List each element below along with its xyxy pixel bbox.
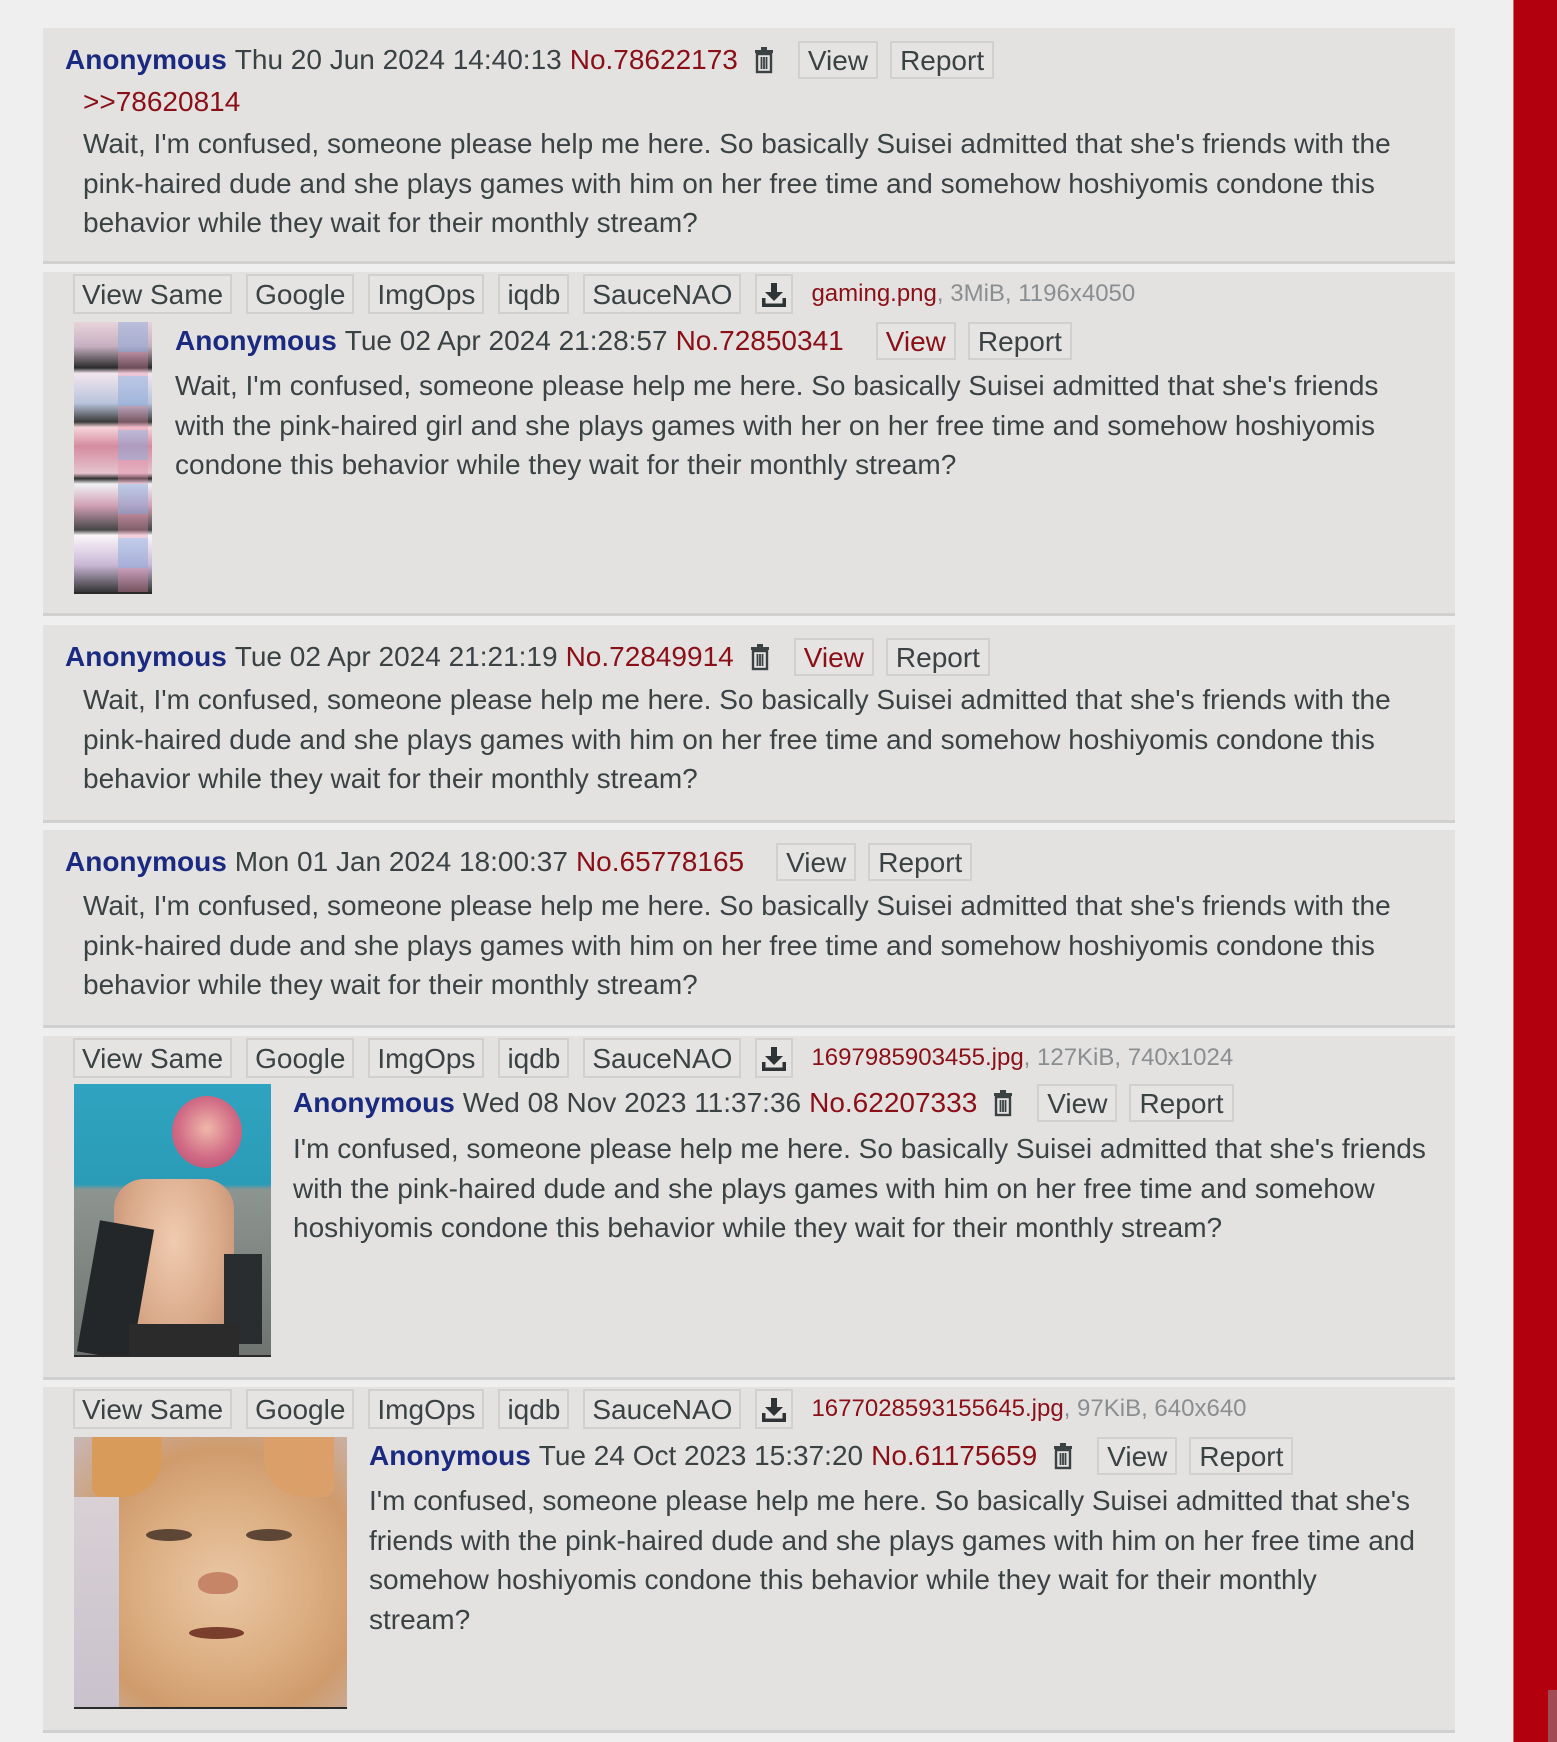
post-body-line: I'm confused, someone please help me here. So basically Suisei admitted that she's friends [293,1133,1426,1164]
post-body [83,680,1391,799]
post-body [369,1481,1415,1639]
post-body-line: Wait, I'm confused, someone please help me here. So basically Suisei admitted that she's friends with the [83,684,1391,715]
post-header [175,322,1084,360]
file-meta: , 97KiB, 640x640 [1063,1395,1247,1422]
google-button[interactable]: Google [246,1389,354,1429]
imgops-button[interactable]: ImgOps [368,1389,484,1429]
post [43,830,1455,1028]
post-body-line: Wait, I'm confused, someone please help me here. So basically Suisei admitted that she's friends with the [83,128,1391,159]
post-body-line: I'm confused, someone please help me here. So basically Suisei admitted that she's [369,1485,1411,1516]
file-meta: , 3MiB, 1196x4050 [936,280,1136,307]
download-icon [759,1045,789,1073]
post-body-line: behavior while they wait for their monthly stream? [83,763,698,794]
post-body-line: with the pink-haired girl and she plays games with her on her free time and somehow hoshiyomis [175,409,1375,441]
view-same-button[interactable]: View Same [73,1389,232,1429]
post-body-line: behavior while they wait for their monthly stream? [83,207,698,238]
imgops-button[interactable]: ImgOps [368,1038,484,1078]
post-body [83,886,1391,1005]
saucenao-button[interactable]: SauceNAO [583,1389,741,1429]
scrollbar-track[interactable] [1513,0,1557,1742]
post [43,272,1455,616]
thumbnail-pants [129,1324,239,1357]
view-button[interactable]: View [876,322,956,360]
thumbnail-ear-right [264,1437,334,1497]
google-button[interactable]: Google [246,1038,354,1078]
report-button[interactable]: Report [1129,1084,1233,1122]
post [43,1036,1455,1380]
post-body-line: Wait, I'm confused, someone please help me here. So basically Suisei admitted that she's friends with the [83,890,1391,921]
post-body-line: pink-haired dude and she plays games with him on her free time and somehow hoshiyomis condone this [83,723,1375,755]
saucenao-button[interactable]: SauceNAO [583,274,741,314]
post-date: Wed 08 Nov 2023 11:37:36 [462,1087,802,1118]
post-body-line: Wait, I'm confused, someone please help me here. So basically Suisei admitted that she's friends [175,370,1379,401]
post-number[interactable]: No.78622173 [569,44,738,75]
imgops-button[interactable]: ImgOps [368,274,484,314]
image-toolbar [73,1389,1247,1429]
post-number[interactable]: No.72849914 [565,641,734,672]
poster-name: Anonymous [65,44,227,75]
thumbnail-nose [198,1572,238,1594]
post [43,28,1455,264]
post-body-line: with the pink-haired dude and she plays games with him on her free time and somehow [293,1172,1375,1204]
poster-name: Anonymous [175,325,337,356]
report-button[interactable]: Report [968,322,1072,360]
post-body-line: behavior while they wait for their monthly stream? [83,969,698,1000]
quote-link[interactable]: >>78620814 [83,86,241,117]
post-body-line: somehow hoshiyomis condone this behavior while they wait for their monthly [369,1564,1317,1595]
post-body-line: pink-haired dude and she plays games with him on her free time and somehow hoshiyomis condone this [83,167,1375,199]
post-header [369,1437,1305,1475]
view-button[interactable]: View [798,41,878,79]
post-body-line: stream? [369,1603,471,1635]
image-toolbar [73,1038,1233,1078]
post-body [293,1129,1426,1248]
trash-icon[interactable] [748,643,772,671]
iqdb-button[interactable]: iqdb [498,1389,569,1429]
thumbnail-eye-left [146,1529,192,1541]
post-body-line: hoshiyomis condone this behavior while they wait for their monthly stream? [293,1212,1223,1243]
post [43,1387,1455,1733]
thumbnail-ear-left [92,1437,162,1497]
poster-name: Anonymous [293,1087,455,1118]
view-button[interactable]: View [1037,1084,1117,1122]
image-toolbar [73,274,1135,314]
post-body [175,366,1378,485]
file-meta: , 127KiB, 740x1024 [1023,1044,1234,1071]
thumbnail-image[interactable] [74,1437,347,1709]
report-button[interactable]: Report [1189,1437,1293,1475]
poster-name: Anonymous [65,641,227,672]
download-button[interactable] [755,1389,793,1429]
saucenao-button[interactable]: SauceNAO [583,1038,741,1078]
trash-icon[interactable] [991,1089,1015,1117]
post-number[interactable]: No.65778165 [575,846,745,877]
view-same-button[interactable]: View Same [73,274,232,314]
view-button[interactable]: View [1097,1437,1177,1475]
thumbnail-mouth [189,1627,244,1639]
google-button[interactable]: Google [246,274,354,314]
download-icon [759,281,789,309]
thumbnail-background-left [74,1497,119,1709]
view-button[interactable]: View [794,638,874,676]
post-header [65,843,984,881]
post-body-line: friends with the pink-haired dude and she plays games with him on her free time and [369,1524,1415,1556]
view-same-button[interactable]: View Same [73,1038,232,1078]
thumbnail-overlay [118,322,148,592]
thumbnail-hair [172,1096,242,1168]
thumbnail-image[interactable] [74,1084,271,1357]
download-button[interactable] [755,1038,793,1078]
report-button[interactable]: Report [886,638,990,676]
file-name-link[interactable]: gaming.png [811,280,937,307]
scrollbar-thumb[interactable] [1548,1690,1557,1742]
post-number[interactable]: No.72850341 [675,325,844,356]
report-button[interactable]: Report [890,41,994,79]
view-button[interactable]: View [776,843,856,881]
download-icon [759,1396,789,1424]
file-name-link[interactable]: 1677028593155645.jpg [811,1395,1064,1422]
file-name-link[interactable]: 1697985903455.jpg [811,1044,1024,1071]
post-number[interactable]: No.61175659 [871,1440,1038,1471]
report-button[interactable]: Report [868,843,972,881]
thumbnail-eye-right [246,1529,292,1541]
post-header [293,1084,1246,1122]
poster-name: Anonymous [369,1440,531,1471]
post [43,625,1455,823]
post-body-line: pink-haired dude and she plays games with him on her free time and somehow hoshiyomis condone this [83,929,1375,961]
download-button[interactable] [755,274,793,314]
post-date: Tue 02 Apr 2024 21:21:19 [234,641,558,672]
post-date: Tue 24 Oct 2023 15:37:20 [538,1440,864,1471]
post-date: Thu 20 Jun 2024 14:40:13 [234,44,562,75]
iqdb-button[interactable]: iqdb [498,1038,569,1078]
post-date: Tue 02 Apr 2024 21:28:57 [344,325,668,356]
post-body-line: condone this behavior while they wait for their monthly stream? [175,449,957,480]
post-body [83,124,1391,243]
poster-name: Anonymous [65,846,227,877]
trash-icon[interactable] [1051,1442,1075,1470]
trash-icon[interactable] [752,46,776,74]
post-number[interactable]: No.62207333 [809,1087,978,1118]
thumbnail-image[interactable] [74,322,152,594]
post-header [65,638,1002,676]
iqdb-button[interactable]: iqdb [498,274,569,314]
post-header [65,41,1006,79]
post-date: Mon 01 Jan 2024 18:00:37 [234,846,568,877]
